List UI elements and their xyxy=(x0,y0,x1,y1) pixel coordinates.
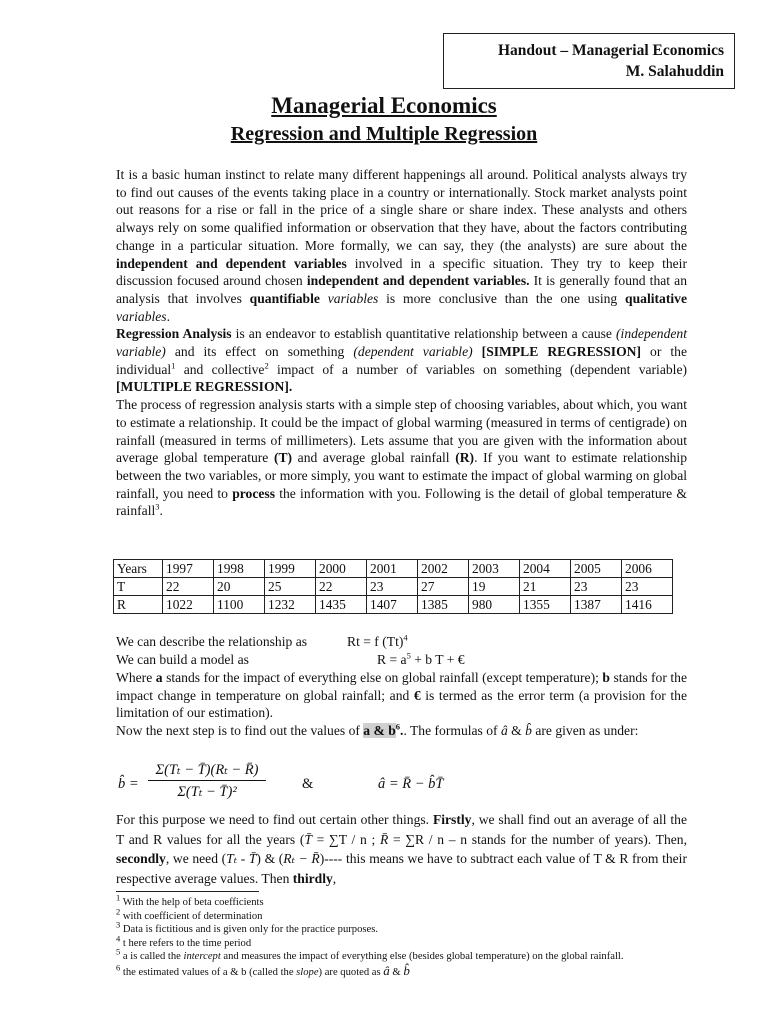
header-course: Handout – Managerial Economics xyxy=(497,42,724,59)
header-box xyxy=(443,33,735,89)
a-hat-symbol: â xyxy=(500,723,508,739)
paragraph-process: The process of regression analysis starts with a simple step of choosing variables, about which, you want to estimate a relationship. It could be the impact of global warming (measured in terms of centigrade) on rainfall (measured in terms of millimeters). Lets assume that you are given with the information about average global temperature (T) and average global rainfall (R). If you want to estimate relationship between the two variables, or more simply, you want to estimate the impact of global warming on global rainfall, you need to process the information with you. Following is the detail of global temperature & rainfall$^3$. xyxy=(116,397,687,519)
paragraph-regression-analysis: Regression Analysis is an endeavor to establish quantitative relationship between a cause (independent variable) and its effect on something (dependent variable) [SIMPLE REGRESSION] or the individual$^1$ and collective$^2$ impact of a number of variables on something (dependent variable) [MULTIPLE REGRESSION]. xyxy=(116,326,688,395)
table-row-years: Years 1997 1998 1999 2000 2001 2002 2003 2004 2005 2006 xyxy=(114,560,673,578)
footnote-2: $^2$ with coefficient of determination xyxy=(116,906,263,922)
formula-b-hat-numerator: Σ(Tₜ − T̄)(Rₜ − R̄) xyxy=(148,762,266,781)
table-row-rainfall: R 1022 1100 1232 1435 1407 1385 980 1355 1387 1416 xyxy=(114,596,673,614)
footnote-4: $^4$ t here refers to the time period xyxy=(116,933,252,949)
paragraph-firstly: For this purpose we need to find out certain other things. Firstly, we shall find out an average of all the T and R values for all the years (T̄ = ∑T / n ; R̄ = ∑R / n – n stands for the number of years). Then, secondly, we need (Tₜ - T̄) & (Rₜ − R̄)---- this means we have to subtract each value of T & R from their respective average values. Then thirdly, xyxy=(116,812,687,886)
footnote-1: $^1$ With the help of beta coefficients xyxy=(116,892,264,908)
header-author: M. Salahuddin xyxy=(625,63,724,80)
b-hat-symbol: b̂ xyxy=(525,723,532,739)
paragraph-intro: It is a basic human instinct to relate many different happenings all around. Political analysts always try to find out causes of the events taking place in a country or internationally. Stock market analysts point out reasons for a rise or fall in the price of a single share or share index. These analysts and others always rely on some qualified information or observation that they have, about the factors contributing change in a particular situation. More formally, we can say, they (the analysts) are sure about the independent and dependent variables involved in a specific situation. They try to keep their discussion focused around chosen independent and dependent variables. It is generally found that an analysis that involves quantifiable variables is more conclusive than the one using qualitative variables. xyxy=(116,167,687,324)
formula-ampersand: & xyxy=(302,776,314,792)
footnote-5: $^5$ a is called the intercept and measures the impact of everything else (besides global temperature) on the global rainfall. xyxy=(116,946,624,963)
formula-a-hat: â = R̄ − b̂T̄ xyxy=(378,776,444,792)
footnote-divider xyxy=(116,891,259,892)
model-describe-line: We can describe the relationship as Rt = f $(Tt)^4$ xyxy=(116,632,408,649)
footnote-6: $^6$ the estimated values of a & b (called the slope) are quoted as â & b̂ xyxy=(116,962,410,978)
body-text-middle xyxy=(116,669,687,740)
footnotes xyxy=(116,892,687,980)
page-subtitle: Regression and Multiple Regression xyxy=(230,123,538,145)
formula-b-hat-lhs: b̂ = xyxy=(118,776,139,792)
page-title: Managerial Economics xyxy=(271,93,497,118)
table-row-temperature: T 22 20 25 22 23 27 19 21 23 23 xyxy=(114,578,673,596)
body-text-bottom xyxy=(116,810,687,888)
temperature-rainfall-table xyxy=(113,559,673,614)
paragraph-where: Where a stands for the impact of everything else on global rainfall (except temperature); b stands for the impact change in temperature on global rainfall; and € is termed as the error term (a provision for the limitation of our estimation). xyxy=(116,670,687,721)
formula-b-hat-denominator: Σ(Tₜ − T̄)² xyxy=(177,784,237,800)
footnote-3: $^3$ Data is fictitious and is given only for the practice purposes. xyxy=(116,919,378,936)
body-text-top xyxy=(116,166,687,520)
paragraph-next-step: Now the next step is to find out the values of a & $b^6$.. The formulas of â & b̂ are given as under: xyxy=(116,721,639,739)
model-build-line: We can build a model as $R = a^5 + b$ T + € xyxy=(116,650,465,667)
